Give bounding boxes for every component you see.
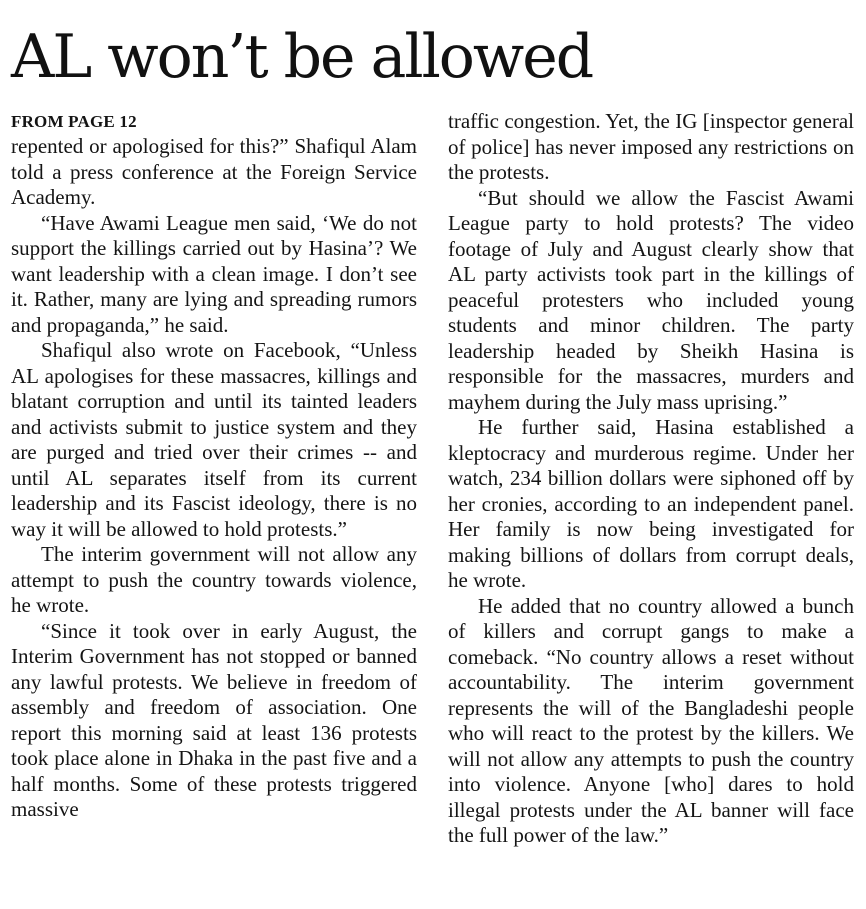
paragraph: repented or apologised for this?” Shafiqul Alam told a press conference at the Foreign Service Academy. xyxy=(11,134,417,209)
article-column-right xyxy=(448,109,854,849)
paragraph: The interim government will not allow any attempt to push the country towards violence, he wrote. xyxy=(11,542,417,617)
paragraph: “But should we allow the Fascist Awami League party to hold protests? The video footage of July and August clearly show that AL party activists took part in the killings of peaceful protesters who included young students and minor children. The party leadership headed by Sheikh Hasina is responsible for the massacres, murders and mayhem during the July mass uprising.” xyxy=(448,185,854,414)
headline: AL won’t be allowed xyxy=(11,22,593,92)
paragraph: He added that no country allowed a bunch of killers and corrupt gangs to make a comeback. “No country allows a reset without accountability. The interim government represents the will of the Bangladeshi people who will react to the protest by the killers. We will not allow any attempts to push the country into violence. Anyone [who] dares to hold illegal protests under the AL banner will face the full power of the law.” xyxy=(448,593,854,847)
paragraph: “Have Awami League men said, ‘We do not support the killings carried out by Hasina’? We want leadership with a clean image. I don’t see it. Rather, many are lying and spreading rumors and propaganda,” he said. xyxy=(11,210,417,337)
paragraph: “Since it took over in early August, the Interim Government has not stopped or banned any lawful protests. We believe in freedom of assembly and freedom of association. One report this morning said at least 136 protests took place alone in Dhaka in the past five and a half months. Some of these protests triggered massive xyxy=(11,618,417,821)
paragraph: traffic congestion. Yet, the IG [inspector general of police] has never imposed any restrictions on the protests. xyxy=(448,109,854,184)
jump-label: FROM PAGE 12 xyxy=(11,112,137,131)
paragraph: Shafiqul also wrote on Facebook, “Unless AL apologises for these massacres, killings and blatant corruption and until its tainted leaders and activists submit to justice system and they are purged and tried over their crimes -- and until AL separates itself from its current leadership and its Fascist ideology, there is no way it will be allowed to hold protests.” xyxy=(11,338,417,541)
article-column-left xyxy=(11,109,417,823)
paragraph: He further said, Hasina established a kleptocracy and murderous regime. Under her watch, 234 billion dollars were siphoned off by her cronies, according to an independent panel. Her family is now being investigated for making billions of dollars from corrupt deals, he wrote. xyxy=(448,415,854,592)
